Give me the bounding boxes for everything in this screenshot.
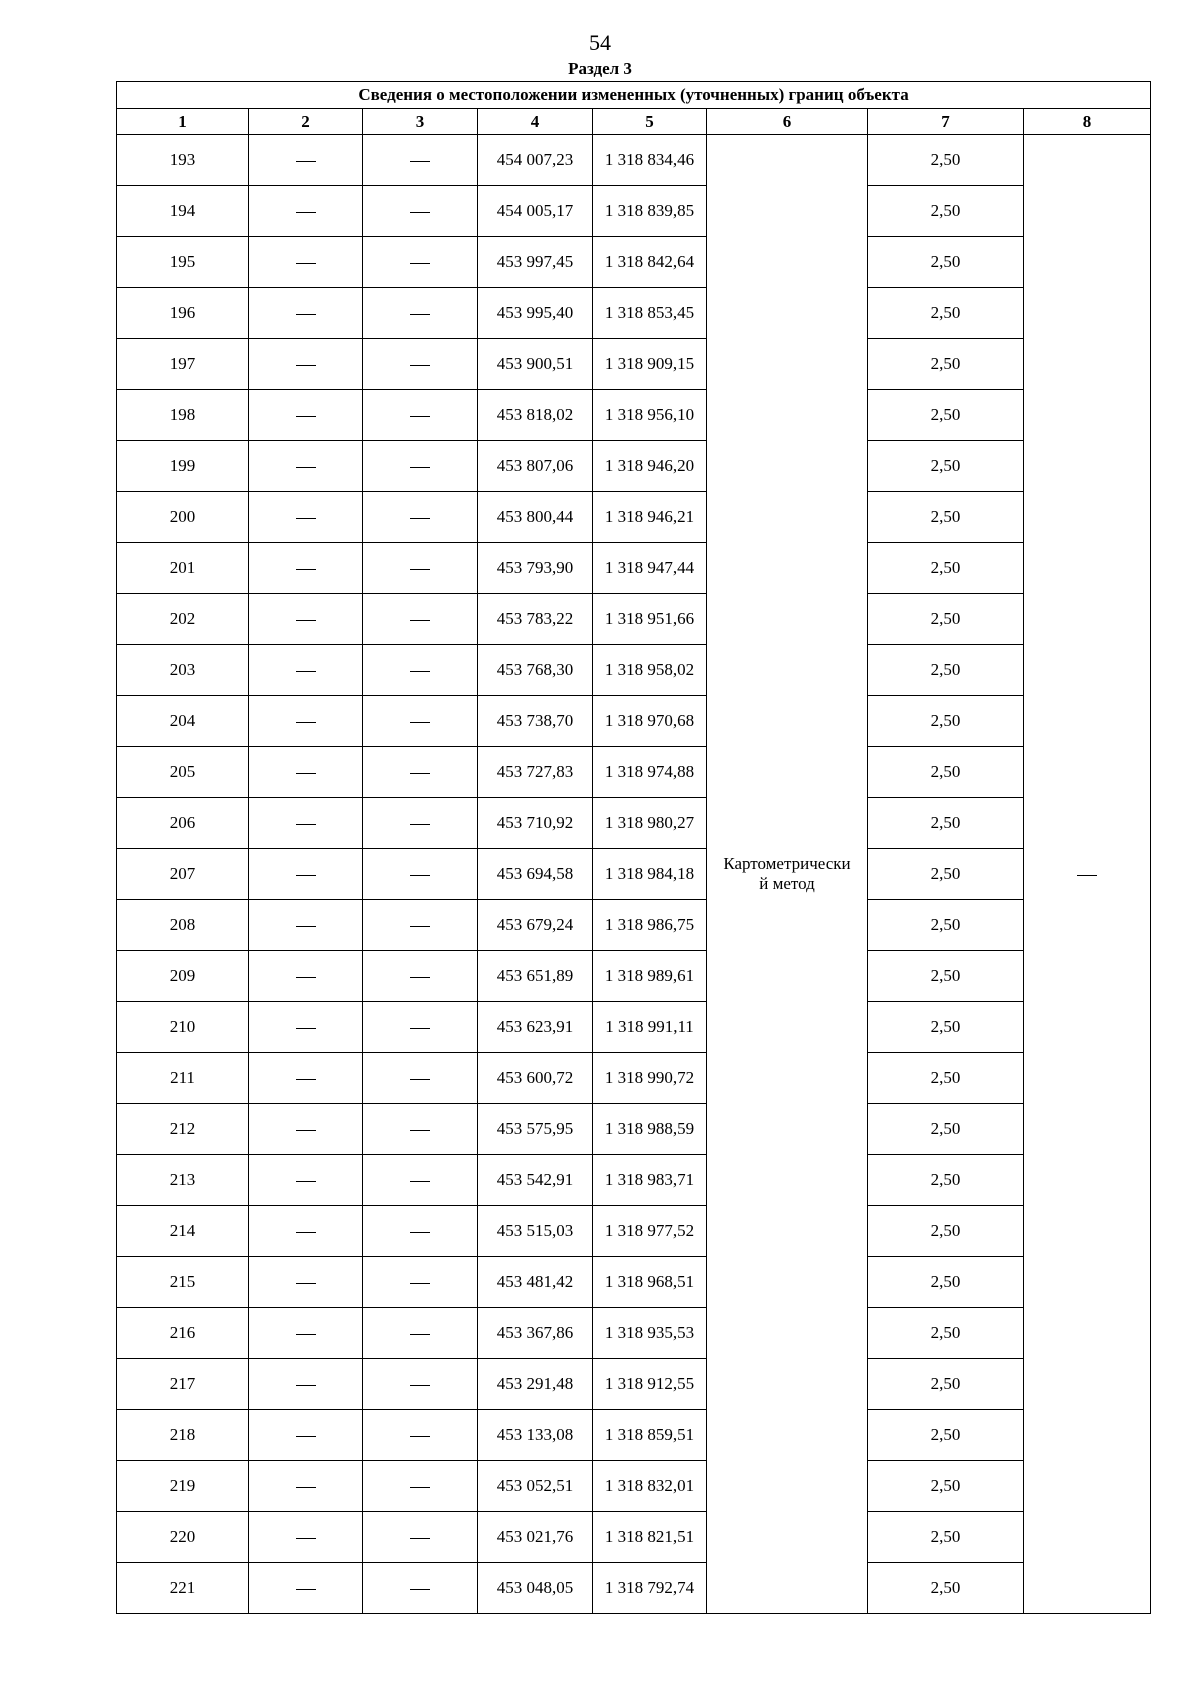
dash-mark: [410, 1538, 430, 1539]
dash-mark: [296, 620, 316, 621]
table-row: [117, 237, 1151, 288]
accuracy-cell: 2,50: [868, 390, 1024, 441]
x-coordinate-cell: 453 367,86: [478, 1308, 593, 1359]
column-number-row: [117, 109, 1151, 135]
table-row: [117, 441, 1151, 492]
col2-cell: [249, 1155, 363, 1206]
y-coordinate-cell: 1 318 970,68: [593, 696, 707, 747]
accuracy-cell: 2,50: [868, 1104, 1024, 1155]
point-number-cell: 219: [117, 1461, 249, 1512]
dash-mark: [410, 212, 430, 213]
x-coordinate-cell: 453 997,45: [478, 237, 593, 288]
dash-mark: [296, 1436, 316, 1437]
col3-cell: [363, 135, 478, 186]
accuracy-cell: 2,50: [868, 594, 1024, 645]
dash-mark: [296, 671, 316, 672]
col2-cell: [249, 1563, 363, 1614]
x-coordinate-cell: 453 818,02: [478, 390, 593, 441]
accuracy-cell: 2,50: [868, 288, 1024, 339]
point-number-cell: 201: [117, 543, 249, 594]
point-number-cell: 207: [117, 849, 249, 900]
y-coordinate-cell: 1 318 909,15: [593, 339, 707, 390]
dash-mark: [410, 1079, 430, 1080]
dash-mark: [296, 1385, 316, 1386]
table-row: [117, 339, 1151, 390]
point-number-cell: 211: [117, 1053, 249, 1104]
table-row: [117, 1155, 1151, 1206]
method-text-line-1: Картометрически: [723, 854, 851, 873]
table-row: [117, 798, 1151, 849]
dash-mark: [410, 671, 430, 672]
point-number-cell: 215: [117, 1257, 249, 1308]
table-row: [117, 1359, 1151, 1410]
accuracy-cell: 2,50: [868, 1512, 1024, 1563]
dash-mark: [296, 416, 316, 417]
col3-cell: [363, 594, 478, 645]
x-coordinate-cell: 454 007,23: [478, 135, 593, 186]
dash-mark: [410, 722, 430, 723]
dash-mark: [410, 161, 430, 162]
col2-cell: [249, 951, 363, 1002]
point-number-cell: 198: [117, 390, 249, 441]
dash-mark: [296, 875, 316, 876]
x-coordinate-cell: 453 542,91: [478, 1155, 593, 1206]
y-coordinate-cell: 1 318 977,52: [593, 1206, 707, 1257]
col2-cell: [249, 1257, 363, 1308]
col3-cell: [363, 237, 478, 288]
point-number-cell: 216: [117, 1308, 249, 1359]
point-number-cell: 196: [117, 288, 249, 339]
y-coordinate-cell: 1 318 958,02: [593, 645, 707, 696]
col3-cell: [363, 900, 478, 951]
table-row: [117, 1206, 1151, 1257]
table-row: [117, 1512, 1151, 1563]
accuracy-cell: 2,50: [868, 645, 1024, 696]
x-coordinate-cell: 453 679,24: [478, 900, 593, 951]
dash-mark: [410, 1487, 430, 1488]
dash-mark: [296, 1538, 316, 1539]
accuracy-cell: 2,50: [868, 339, 1024, 390]
accuracy-cell: 2,50: [868, 1053, 1024, 1104]
x-coordinate-cell: 453 710,92: [478, 798, 593, 849]
table-row: [117, 1410, 1151, 1461]
x-coordinate-cell: 453 515,03: [478, 1206, 593, 1257]
column-number: 2: [249, 109, 363, 135]
table-caption: Сведения о местоположении измененных (уточненных) границ объекта: [117, 82, 1151, 109]
col2-cell: [249, 288, 363, 339]
point-number-cell: 221: [117, 1563, 249, 1614]
accuracy-cell: 2,50: [868, 849, 1024, 900]
x-coordinate-cell: 453 900,51: [478, 339, 593, 390]
col3-cell: [363, 186, 478, 237]
col3-cell: [363, 645, 478, 696]
accuracy-cell: 2,50: [868, 900, 1024, 951]
dash-mark: [410, 314, 430, 315]
y-coordinate-cell: 1 318 983,71: [593, 1155, 707, 1206]
x-coordinate-cell: 453 048,05: [478, 1563, 593, 1614]
y-coordinate-cell: 1 318 984,18: [593, 849, 707, 900]
dash-mark: [296, 1232, 316, 1233]
dash-mark: [410, 263, 430, 264]
accuracy-cell: 2,50: [868, 237, 1024, 288]
accuracy-cell: 2,50: [868, 798, 1024, 849]
column-number: 5: [593, 109, 707, 135]
y-coordinate-cell: 1 318 792,74: [593, 1563, 707, 1614]
dash-mark: [410, 1385, 430, 1386]
x-coordinate-cell: 453 651,89: [478, 951, 593, 1002]
col3-cell: [363, 849, 478, 900]
y-coordinate-cell: 1 318 821,51: [593, 1512, 707, 1563]
x-coordinate-cell: 453 694,58: [478, 849, 593, 900]
dash-mark: [410, 1283, 430, 1284]
col3-cell: [363, 798, 478, 849]
table-row: [117, 135, 1151, 186]
dash-mark: [296, 1589, 316, 1590]
y-coordinate-cell: 1 318 951,66: [593, 594, 707, 645]
column-number: 8: [1024, 109, 1151, 135]
accuracy-cell: 2,50: [868, 1155, 1024, 1206]
dash-mark: [410, 518, 430, 519]
point-number-cell: 217: [117, 1359, 249, 1410]
col3-cell: [363, 441, 478, 492]
accuracy-cell: 2,50: [868, 492, 1024, 543]
point-number-cell: 214: [117, 1206, 249, 1257]
dash-mark: [296, 1283, 316, 1284]
accuracy-cell: 2,50: [868, 1359, 1024, 1410]
dash-mark: [410, 1130, 430, 1131]
x-coordinate-cell: 453 995,40: [478, 288, 593, 339]
col2-cell: [249, 594, 363, 645]
col2-cell: [249, 1461, 363, 1512]
col3-cell: [363, 1512, 478, 1563]
accuracy-cell: 2,50: [868, 1410, 1024, 1461]
section-title: Раздел 3: [568, 59, 632, 78]
dash-mark: [296, 1130, 316, 1131]
col2-cell: [249, 747, 363, 798]
point-number-cell: 206: [117, 798, 249, 849]
accuracy-cell: 2,50: [868, 747, 1024, 798]
dash-mark: [296, 365, 316, 366]
table-row: [117, 747, 1151, 798]
col3-cell: [363, 1002, 478, 1053]
col2-cell: [249, 1410, 363, 1461]
col3-cell: [363, 1308, 478, 1359]
dash-mark: [296, 926, 316, 927]
x-coordinate-cell: 453 575,95: [478, 1104, 593, 1155]
x-coordinate-cell: 453 052,51: [478, 1461, 593, 1512]
dash-mark: [410, 1232, 430, 1233]
col2-cell: [249, 135, 363, 186]
table-row: [117, 645, 1151, 696]
table-row: [117, 1002, 1151, 1053]
table-row: [117, 492, 1151, 543]
dash-mark: [410, 926, 430, 927]
x-coordinate-cell: 454 005,17: [478, 186, 593, 237]
method-cell: [707, 135, 868, 1614]
table-row: [117, 900, 1151, 951]
y-coordinate-cell: 1 318 834,46: [593, 135, 707, 186]
accuracy-cell: 2,50: [868, 543, 1024, 594]
col2-cell: [249, 1206, 363, 1257]
dash-mark: [296, 161, 316, 162]
col3-cell: [363, 543, 478, 594]
y-coordinate-cell: 1 318 947,44: [593, 543, 707, 594]
col3-cell: [363, 1206, 478, 1257]
y-coordinate-cell: 1 318 842,64: [593, 237, 707, 288]
point-number-cell: 218: [117, 1410, 249, 1461]
col3-cell: [363, 288, 478, 339]
col3-cell: [363, 696, 478, 747]
accuracy-cell: 2,50: [868, 1257, 1024, 1308]
col3-cell: [363, 492, 478, 543]
dash-mark: [296, 1079, 316, 1080]
dash-mark: [296, 467, 316, 468]
table-row: [117, 1104, 1151, 1155]
dash-mark: [410, 365, 430, 366]
point-number-cell: 202: [117, 594, 249, 645]
y-coordinate-cell: 1 318 935,53: [593, 1308, 707, 1359]
x-coordinate-cell: 453 481,42: [478, 1257, 593, 1308]
col3-cell: [363, 1053, 478, 1104]
y-coordinate-cell: 1 318 991,11: [593, 1002, 707, 1053]
point-number-cell: 197: [117, 339, 249, 390]
dash-mark: [296, 1181, 316, 1182]
column-number: 6: [707, 109, 868, 135]
col2-cell: [249, 900, 363, 951]
col2-cell: [249, 441, 363, 492]
col3-cell: [363, 1104, 478, 1155]
col2-cell: [249, 339, 363, 390]
accuracy-cell: 2,50: [868, 1563, 1024, 1614]
method-text-line-2: й метод: [759, 874, 815, 893]
table-row: [117, 1257, 1151, 1308]
table-row: [117, 1053, 1151, 1104]
point-number-cell: 193: [117, 135, 249, 186]
accuracy-cell: 2,50: [868, 696, 1024, 747]
col2-cell: [249, 237, 363, 288]
y-coordinate-cell: 1 318 839,85: [593, 186, 707, 237]
y-coordinate-cell: 1 318 859,51: [593, 1410, 707, 1461]
dash-mark: [296, 569, 316, 570]
col2-cell: [249, 696, 363, 747]
dash-mark: [296, 1334, 316, 1335]
x-coordinate-cell: 453 738,70: [478, 696, 593, 747]
column-number: 7: [868, 109, 1024, 135]
dash-mark: [296, 824, 316, 825]
table-row: [117, 543, 1151, 594]
point-number-cell: 195: [117, 237, 249, 288]
accuracy-cell: 2,50: [868, 1308, 1024, 1359]
point-number-cell: 199: [117, 441, 249, 492]
accuracy-cell: 2,50: [868, 1002, 1024, 1053]
col2-cell: [249, 1002, 363, 1053]
table-body: [117, 135, 1151, 1614]
dash-mark: [410, 1589, 430, 1590]
col2-cell: [249, 1359, 363, 1410]
table-row: [117, 1461, 1151, 1512]
dash-mark: [410, 977, 430, 978]
y-coordinate-cell: 1 318 980,27: [593, 798, 707, 849]
table-row: [117, 1563, 1151, 1614]
col2-cell: [249, 492, 363, 543]
accuracy-cell: 2,50: [868, 1461, 1024, 1512]
dash-mark: [410, 824, 430, 825]
accuracy-cell: 2,50: [868, 186, 1024, 237]
point-number-cell: 220: [117, 1512, 249, 1563]
col2-cell: [249, 1053, 363, 1104]
y-coordinate-cell: 1 318 988,59: [593, 1104, 707, 1155]
x-coordinate-cell: 453 807,06: [478, 441, 593, 492]
x-coordinate-cell: 453 600,72: [478, 1053, 593, 1104]
boundary-coordinates-table: [116, 81, 1151, 1614]
point-number-cell: 194: [117, 186, 249, 237]
y-coordinate-cell: 1 318 946,21: [593, 492, 707, 543]
point-number-cell: 204: [117, 696, 249, 747]
dash-mark: [410, 620, 430, 621]
y-coordinate-cell: 1 318 986,75: [593, 900, 707, 951]
x-coordinate-cell: 453 133,08: [478, 1410, 593, 1461]
x-coordinate-cell: 453 623,91: [478, 1002, 593, 1053]
table-row: [117, 186, 1151, 237]
point-number-cell: 213: [117, 1155, 249, 1206]
table-row: [117, 390, 1151, 441]
col2-cell: [249, 390, 363, 441]
col3-cell: [363, 951, 478, 1002]
col3-cell: [363, 1410, 478, 1461]
point-number-cell: 209: [117, 951, 249, 1002]
accuracy-cell: 2,50: [868, 951, 1024, 1002]
x-coordinate-cell: 453 793,90: [478, 543, 593, 594]
x-coordinate-cell: 453 291,48: [478, 1359, 593, 1410]
x-coordinate-cell: 453 768,30: [478, 645, 593, 696]
y-coordinate-cell: 1 318 974,88: [593, 747, 707, 798]
dash-mark: [410, 1334, 430, 1335]
dash-mark: [410, 569, 430, 570]
dash-mark: [410, 467, 430, 468]
dash-mark: [410, 1028, 430, 1029]
point-number-cell: 200: [117, 492, 249, 543]
col2-cell: [249, 1308, 363, 1359]
col2-cell: [249, 849, 363, 900]
col2-cell: [249, 1512, 363, 1563]
dash-mark: [410, 416, 430, 417]
table-row: [117, 696, 1151, 747]
y-coordinate-cell: 1 318 832,01: [593, 1461, 707, 1512]
col2-cell: [249, 1104, 363, 1155]
dash-mark: [296, 977, 316, 978]
accuracy-cell: 2,50: [868, 135, 1024, 186]
col3-cell: [363, 1155, 478, 1206]
table-row: [117, 288, 1151, 339]
point-number-cell: 212: [117, 1104, 249, 1155]
dash-mark: [296, 1028, 316, 1029]
y-coordinate-cell: 1 318 946,20: [593, 441, 707, 492]
point-number-cell: 210: [117, 1002, 249, 1053]
table-row: [117, 1308, 1151, 1359]
dash-mark: [410, 773, 430, 774]
dash-mark: [296, 773, 316, 774]
dash-mark: [296, 314, 316, 315]
column-number: 1: [117, 109, 249, 135]
dash-mark: [296, 722, 316, 723]
col2-cell: [249, 186, 363, 237]
dash-mark: [296, 212, 316, 213]
column-number: 3: [363, 109, 478, 135]
dash-mark: [1077, 875, 1097, 876]
col3-cell: [363, 1359, 478, 1410]
table-row: [117, 594, 1151, 645]
x-coordinate-cell: 453 800,44: [478, 492, 593, 543]
x-coordinate-cell: 453 783,22: [478, 594, 593, 645]
y-coordinate-cell: 1 318 956,10: [593, 390, 707, 441]
point-number-cell: 205: [117, 747, 249, 798]
col3-cell: [363, 747, 478, 798]
y-coordinate-cell: 1 318 968,51: [593, 1257, 707, 1308]
col2-cell: [249, 543, 363, 594]
point-number-cell: 208: [117, 900, 249, 951]
dash-mark: [410, 1181, 430, 1182]
dash-mark: [410, 1436, 430, 1437]
col3-cell: [363, 390, 478, 441]
y-coordinate-cell: 1 318 912,55: [593, 1359, 707, 1410]
table-row: [117, 951, 1151, 1002]
y-coordinate-cell: 1 318 990,72: [593, 1053, 707, 1104]
accuracy-cell: 2,50: [868, 441, 1024, 492]
dash-mark: [296, 518, 316, 519]
x-coordinate-cell: 453 727,83: [478, 747, 593, 798]
x-coordinate-cell: 453 021,76: [478, 1512, 593, 1563]
page-number: 54: [589, 30, 611, 55]
col2-cell: [249, 645, 363, 696]
col3-cell: [363, 1257, 478, 1308]
table-row: [117, 849, 1151, 900]
column-number: 4: [478, 109, 593, 135]
col2-cell: [249, 798, 363, 849]
accuracy-cell: 2,50: [868, 1206, 1024, 1257]
dash-mark: [410, 875, 430, 876]
col3-cell: [363, 1461, 478, 1512]
dash-mark: [296, 1487, 316, 1488]
col3-cell: [363, 1563, 478, 1614]
col8-cell: [1024, 135, 1151, 1614]
dash-mark: [296, 263, 316, 264]
y-coordinate-cell: 1 318 989,61: [593, 951, 707, 1002]
point-number-cell: 203: [117, 645, 249, 696]
col3-cell: [363, 339, 478, 390]
y-coordinate-cell: 1 318 853,45: [593, 288, 707, 339]
